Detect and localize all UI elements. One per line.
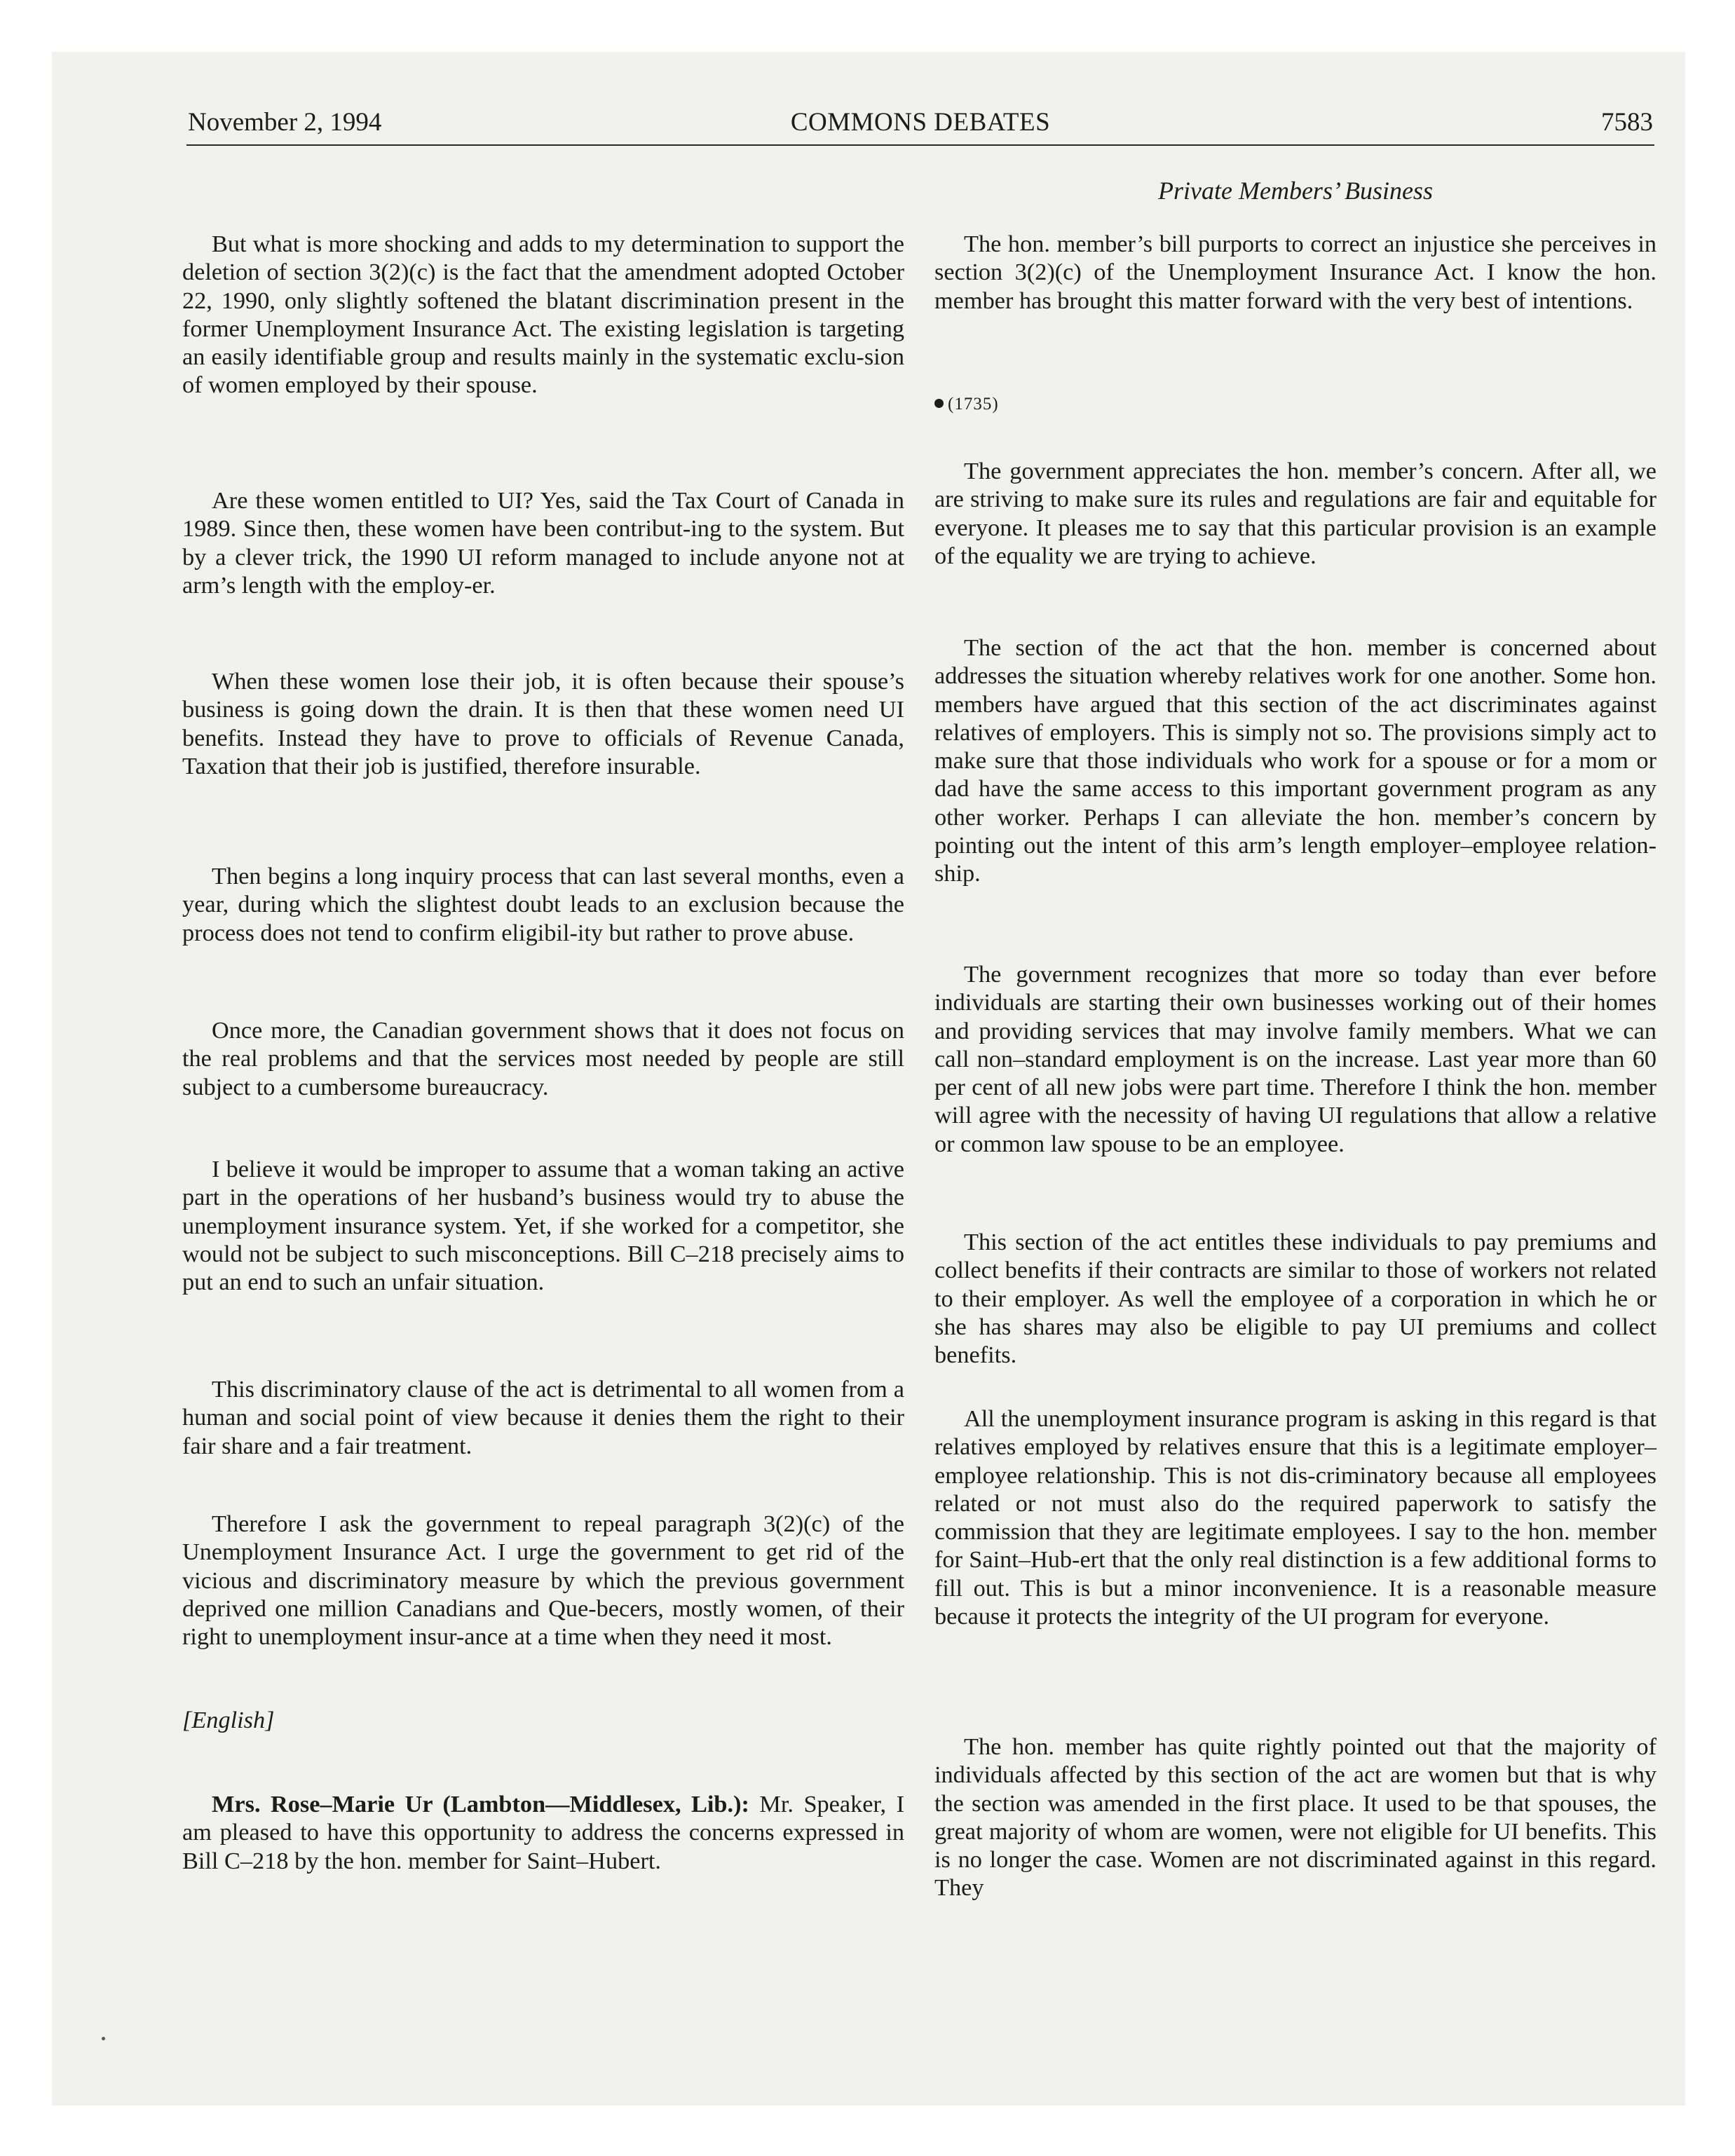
paragraph: I believe it would be improper to assume that a woman taking an active part in the operations of her husband’s business would try to abuse the unemployment insurance system. Yet, if she worked for a competitor, she would not be subject to such misconceptions. Bill C–218 precisely aims to put an end to such an unfair situation. (182, 1156, 904, 1296)
paragraph: Then begins a long inquiry process that can last several months, even a year, during which the slightest doubt leads to an exclusion because the process does not tend to confirm eligibil-ity but rather to prove abuse. (182, 863, 904, 946)
header-date: November 2, 1994 (188, 108, 382, 137)
paragraph: When these women lose their job, it is often because their spouse’s business is going down the drain. It is then that these women need UI benefits. Instead they have to prove to officials of Revenue Canada, Taxation that their job is justified, therefore insurable. (182, 668, 904, 779)
bullet-icon (934, 399, 944, 408)
paragraph: The section of the act that the hon. member is concerned about addresses the situation whereby relatives work for one another. Some hon. members have argued that this section of the act discriminates against relatives of employers. This is simply not so. The provisions simply act to make sure that those individuals who work for a spouse or for a mom or dad have the same access to this important government program as any other worker. Perhaps I can alleviate the hon. member’s concern by pointing out the intent of this arm’s length employer–employee relation-ship. (934, 634, 1656, 887)
header-title: COMMONS DEBATES (790, 108, 1051, 137)
paragraph: The hon. member’s bill purports to correct an injustice she perceives in section 3(2)(c) of the Unemployment Insurance Act. I know the hon. member has brought this matter forward with the very best of intentions. (934, 231, 1656, 314)
header-rule (186, 144, 1654, 146)
paragraph: All the unemployment insurance program is asking in this regard is that relatives employed by relatives ensure that this is a legitimate employer–employee relationship. This is not dis-criminatory because all employees related or not must also do the required paperwork to satisfy the commission that they are legitimate employees. I say to the hon. member for Saint–Hub-ert that the only real distinction is a few additional forms to fill out. This is but a minor inconvenience. It is a reasonable measure because it protects the integrity of the UI program for everyone. (934, 1405, 1656, 1630)
time-marker-label: (1735) (948, 395, 999, 414)
speaker-name: Mrs. Rose–Marie Ur (Lambton—Middlesex, Lib.): (212, 1791, 749, 1817)
paragraph: The hon. member has quite rightly pointed out that the majority of individuals affected by this section of the act are women but that is why the section was amended in the first place. It used to be that spouses, the great majority of whom are women, were not eligible for UI benefits. This is no longer the case. Women are not discriminated against in this regard. They (934, 1733, 1656, 1902)
page-header (188, 105, 1653, 147)
language-marker: [English] (182, 1707, 275, 1733)
paragraph: Once more, the Canadian government shows that it does not focus on the real problems and that the services most needed by people are still subject to a cumbersome bureaucracy. (182, 1017, 904, 1100)
time-marker (934, 393, 999, 416)
speaker-paragraph (182, 1790, 904, 1875)
paragraph: But what is more shocking and adds to my determination to support the deletion of section 3(2)(c) is the fact that the amendment adopted October 22, 1990, only slightly softened the blatant discrimination present in the former Unemployment Insurance Act. The existing legislation is targeting an easily identifiable group and results mainly in the systematic exclu-sion of women employed by their spouse. (182, 231, 904, 399)
paragraph: Are these women entitled to UI? Yes, said the Tax Court of Canada in 1989. Since then, these women have been contribut-ing to the system. But by a clever trick, the 1990 UI reform managed to include anyone not at arm’s length with the employ-er. (182, 487, 904, 599)
paragraph: The government appreciates the hon. member’s concern. After all, we are striving to make sure its rules and regulations are fair and equitable for everyone. It pleases me to say that this particular provision is an example of the equality we are trying to achieve. (934, 458, 1656, 569)
scan-speck (102, 2037, 105, 2040)
speaker-text: Mr. Speaker, I am pleased to have this opportunity to address the concerns expressed in Bill C–218 by the hon. member for Saint–Hubert. (182, 1791, 905, 1874)
paragraph: This section of the act entitles these individuals to pay premiums and collect benefits if their contracts are similar to those of workers not related to their employer. As well the employee of a corporation in which he or she has shares may also be eligible to pay UI premiums and collect benefits. (934, 1229, 1656, 1369)
section-heading: Private Members’ Business (1158, 177, 1433, 205)
paragraph: The government recognizes that more so today than ever before individuals are starting their own businesses working out of their homes and providing services that may involve family members. What we can call non–standard employment is on the increase. Last year more than 60 per cent of all new jobs were part time. Therefore I think the hon. member will agree with the necessity of having UI regulations that allow a relative or common law spouse to be an employee. (934, 961, 1656, 1157)
paragraph: This discriminatory clause of the act is detrimental to all women from a human and social point of view because it denies them the right to their fair share and a fair treatment. (182, 1376, 904, 1459)
header-page-number: 7583 (1601, 108, 1653, 137)
paragraph: Therefore I ask the government to repeal paragraph 3(2)(c) of the Unemployment Insurance Act. I urge the government to get rid of the vicious and discriminatory measure by which the previous government deprived one million Canadians and Que-becers, mostly women, of their right to unemployment insur-ance at a time when they need it most. (182, 1510, 904, 1651)
